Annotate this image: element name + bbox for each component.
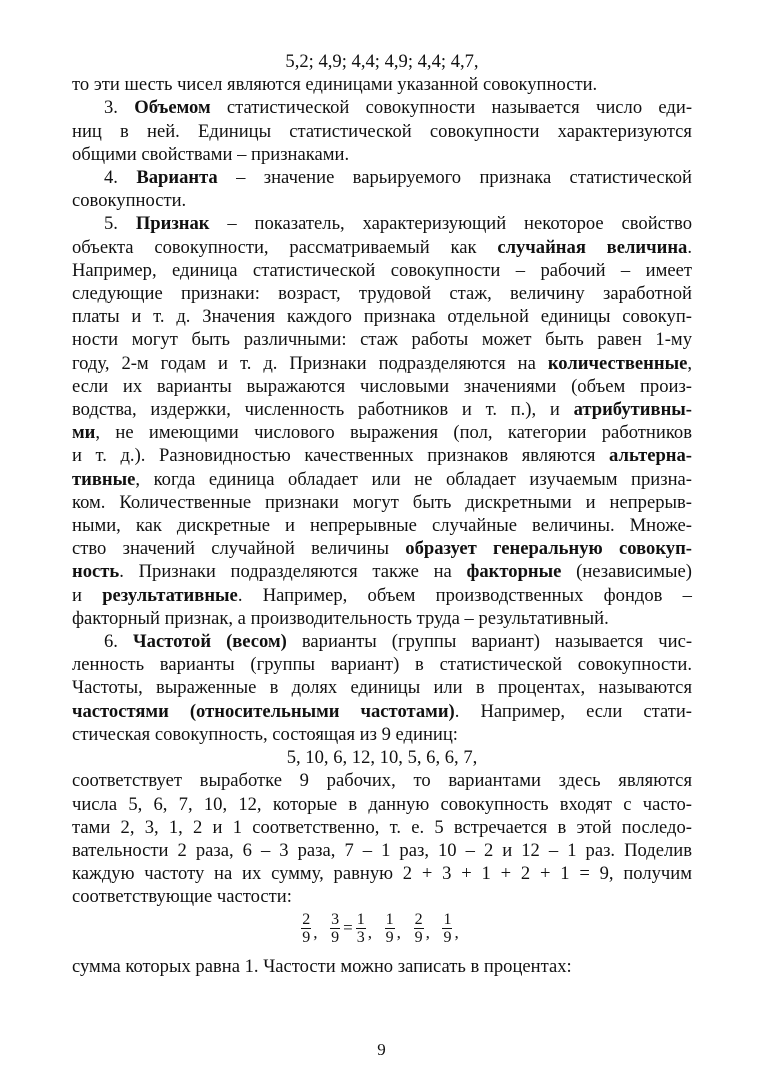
text-line: ности могут быть различными: стаж работы может быть равен 1-му	[72, 329, 692, 351]
fraction: $\frac{3}{9}$	[331, 910, 340, 946]
fraction: $\frac{2}{9}$	[302, 910, 311, 946]
text-line: и т. д.). Разновидностью качественных признаков являются альтерна-	[72, 445, 692, 467]
text-line: соответствует выработке 9 рабочих, то вариантами здесь являются	[72, 770, 692, 792]
text-line: факторный признак, а производительность труда – результативный.	[72, 607, 609, 629]
definition-frequency: 6. Частотой (весом) варианты (группы вариант) называется чис-	[104, 631, 693, 653]
text-line: ными, как дискретные и непрерывные случайные величины. Множе-	[72, 515, 692, 537]
text-line: Например, единица статистической совокупности – рабочий – имеет	[72, 259, 692, 281]
definition-volume: 3. Объемом статистической совокупности называется число еди-	[104, 97, 693, 119]
text-line: ство значений случайной величины образует генеральную совокуп-	[72, 538, 692, 560]
fractions-formula: $\frac{2}{9}$ , $\frac{3}{9}$ = $\frac{1}{3}$ , $\frac{1}{9}$ , $\frac{2}{9}$ , $\frac{1}{9}$ ,	[302, 910, 459, 946]
fraction: $\frac{1}{9}$	[385, 910, 394, 946]
data-list-line: 5,2; 4,9; 4,4; 4,9; 4,4; 4,7,	[285, 51, 479, 72]
text-line: если их варианты выражаются числовыми значениями (объем произ-	[72, 375, 692, 397]
page-body	[72, 50, 692, 978]
text-line: ность. Признаки подразделяются также на факторные (независимые)	[72, 561, 692, 583]
text-line: ком. Количественные признаки могут быть дискретными и непрерыв-	[72, 491, 692, 513]
text-line: следующие признаки: возраст, трудовой стаж, величину заработной	[72, 283, 692, 305]
text-line: ленность варианты (группы вариант) в статистической совокупности.	[72, 654, 692, 676]
definition-variant: 4. Варианта – значение варьируемого признака статистической	[104, 167, 692, 189]
text-line: общими свойствами – признаками.	[72, 143, 350, 165]
page-number: 9	[377, 1040, 386, 1059]
text-line: соответствующие частости:	[72, 886, 292, 908]
text-line: ми, не имеющими числового выражения (пол, категории работников	[72, 422, 692, 444]
text-line: водства, издержки, численность работников и т. п.), и атрибутивны-	[72, 399, 692, 421]
data-list-line: 5, 10, 6, 12, 10, 5, 6, 6, 7,	[286, 747, 478, 769]
text-line: году, 2-м годам и т. д. Признаки подразделяются на количественные,	[72, 352, 692, 374]
text-line: сумма которых равна 1. Частости можно записать в процентах:	[72, 955, 572, 977]
text-line: платы и т. д. Значения каждого признака отдельной единицы совокуп-	[72, 306, 692, 328]
fraction: $\frac{1}{9}$	[443, 910, 452, 946]
text-line: объекта совокупности, рассматриваемый как случайная величина.	[72, 236, 692, 258]
fraction: $\frac{2}{9}$	[414, 910, 423, 946]
text-line: ниц в ней. Единицы статистической совокупности характеризуются	[72, 120, 692, 142]
definition-feature: 5. Признак – показатель, характеризующий некоторое свойство	[104, 213, 692, 235]
text-line: частостями (относительными частотами). Например, если стати-	[72, 700, 692, 722]
text-line: стическая совокупность, состоящая из 9 единиц:	[72, 723, 458, 745]
text-line: каждую частоту на их сумму, равную 2 + 3 + 1 + 2 + 1 = 9, получим	[72, 863, 692, 885]
text-line: вательности 2 раза, 6 – 3 раза, 7 – 1 раз, 10 – 2 и 12 – 1 раз. Поделив	[72, 839, 692, 861]
text-line: тивные, когда единица обладает или не обладает изучаемым призна-	[72, 468, 692, 490]
text-line: тами 2, 3, 1, 2 и 1 соответственно, т. е. 5 встречается в этой последо-	[72, 816, 692, 838]
text-line: совокупности.	[72, 190, 187, 212]
text-line: числа 5, 6, 7, 10, 12, которые в данную совокупность входят с часто-	[72, 793, 692, 815]
text-line: и результативные. Например, объем производственных фондов –	[72, 584, 692, 606]
text-line: Частоты, выраженные в долях единицы или в процентах, называются	[72, 677, 692, 699]
text-line: то эти шесть чисел являются единицами указанной совокупности.	[72, 74, 598, 96]
fraction: $\frac{1}{3}$	[356, 910, 365, 946]
